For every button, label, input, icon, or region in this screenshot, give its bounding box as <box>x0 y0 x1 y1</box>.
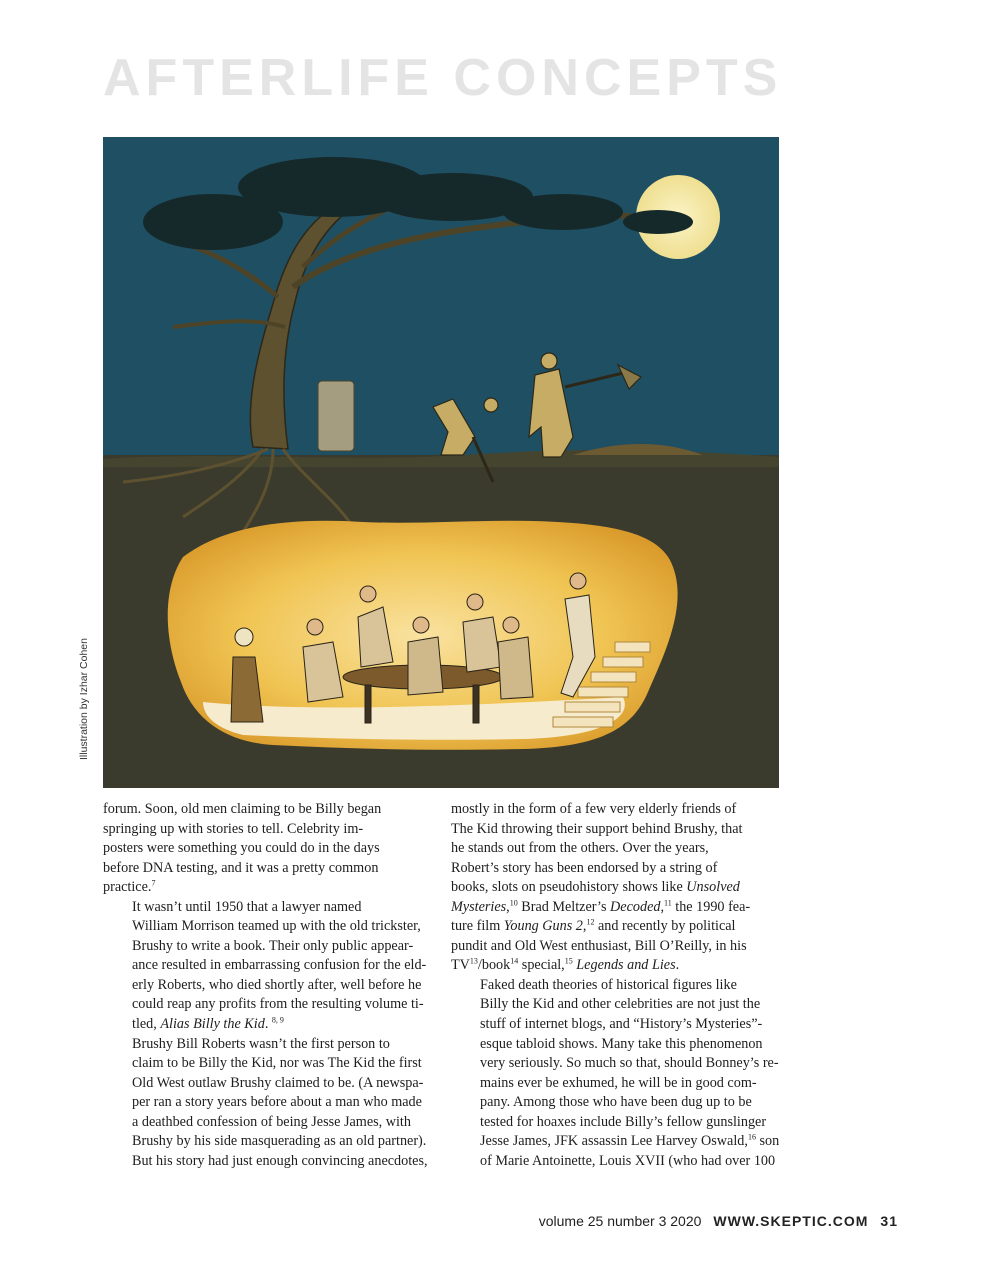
text-line: ance resulted in embarrassing confusion for the eld- <box>132 957 427 974</box>
article-paragraph <box>103 800 439 898</box>
text-line: Robert’s story has been endorsed by a string of <box>451 859 718 876</box>
text-line: esque tabloid shows. Many take this phenomenon <box>480 1035 763 1052</box>
text-line: pany. Among those who have been dug up to be <box>480 1094 752 1111</box>
text-line: he stands out from the others. Over the years, <box>451 840 709 857</box>
text-line: mains ever be exhumed, he will be in good com- <box>480 1074 757 1091</box>
cover-illustration <box>103 137 779 788</box>
article-paragraph <box>103 898 439 1035</box>
text-line: Billy the Kid and other celebrities are not just the <box>480 996 761 1013</box>
text-line: mostly in the form of a few very elderly friends of <box>451 801 737 817</box>
text-line: forum. Soon, old men claiming to be Billy began <box>103 801 382 817</box>
page-footer <box>539 1213 898 1229</box>
text-line: very seriously. So much so that, should Bonney’s re- <box>480 1055 779 1072</box>
text-line: ture film Young Guns 2,12 and recently by political <box>451 917 736 935</box>
text-line: Old West outlaw Brushy claimed to be. (A newspa- <box>132 1074 424 1091</box>
text-line: tled, Alias Billy the Kid. $^{8, 9}$ <box>132 1015 284 1033</box>
article-column-right <box>451 800 787 1171</box>
text-line: Brushy by his side masquerading as an old partner). <box>132 1133 427 1150</box>
text-line: per ran a story years before about a man who made <box>132 1094 422 1111</box>
text-line: stuff of internet blogs, and “History’s Mysteries”- <box>480 1016 763 1033</box>
text-line: pundit and Old West enthusiast, Bill O’Reilly, in his <box>451 937 747 954</box>
text-line: posters were something you could do in the days <box>103 840 380 857</box>
text-line: Jesse James, JFK assassin Lee Harvey Oswald,$^{16}$ son <box>480 1132 780 1150</box>
page-number: 31 <box>880 1213 898 1229</box>
text-line: William Morrison teamed up with the old trickster, <box>132 918 421 935</box>
text-line: It wasn’t until 1950 that a lawyer named <box>132 898 362 915</box>
section-title: AFTERLIFE CONCEPTS <box>103 49 783 107</box>
text-line: a deathbed confession of being Jesse James, with <box>132 1113 411 1130</box>
text-line: of Marie Antoinette, Louis XVII (who had over 100 <box>480 1152 776 1169</box>
text-line: could reap any profits from the resulting volume ti- <box>132 996 424 1013</box>
text-line: TV$^{13}$/book$^{14}$ special,$^{15}$ Legends and Lies. <box>451 956 680 974</box>
text-line: tested for hoaxes include Billy’s fellow gunslinger <box>480 1113 767 1130</box>
article-paragraph <box>103 1035 439 1172</box>
article-column-left <box>103 800 439 1171</box>
text-line: But his story had just enough convincing anecdotes, <box>132 1152 428 1169</box>
text-line: Faked death theories of historical figures like <box>480 976 737 993</box>
text-line: books, slots on pseudohistory shows like Unsolved <box>451 879 740 896</box>
text-line: Mysteries,$^{10}$ Brad Meltzer’s Decoded,$^{11}$ the 1990 fea- <box>451 898 751 915</box>
text-line: The Kid throwing their support behind Brushy, that <box>451 820 743 837</box>
text-line: practice.$^7$ <box>103 878 156 896</box>
illustration-credit: Illustration by Izhar Cohen <box>78 638 90 760</box>
article-paragraph <box>451 800 787 976</box>
text-line: erly Roberts, who died shortly after, well before he <box>132 976 422 993</box>
text-line: Brushy Bill Roberts wasn’t the first person to <box>132 1035 390 1052</box>
article-paragraph <box>451 976 787 1171</box>
gravestone <box>318 381 354 451</box>
text-line: Brushy to write a book. Their only public appear- <box>132 937 414 954</box>
text-line: claim to be Billy the Kid, nor was The Kid the first <box>132 1055 422 1072</box>
issue-info: volume 25 number 3 2020 <box>538 1213 702 1229</box>
text-line: springing up with stories to tell. Celebrity im- <box>103 820 364 837</box>
website-url: WWW.SKEPTIC.COM <box>713 1213 869 1229</box>
text-line: before DNA testing, and it was a pretty common <box>103 859 379 876</box>
